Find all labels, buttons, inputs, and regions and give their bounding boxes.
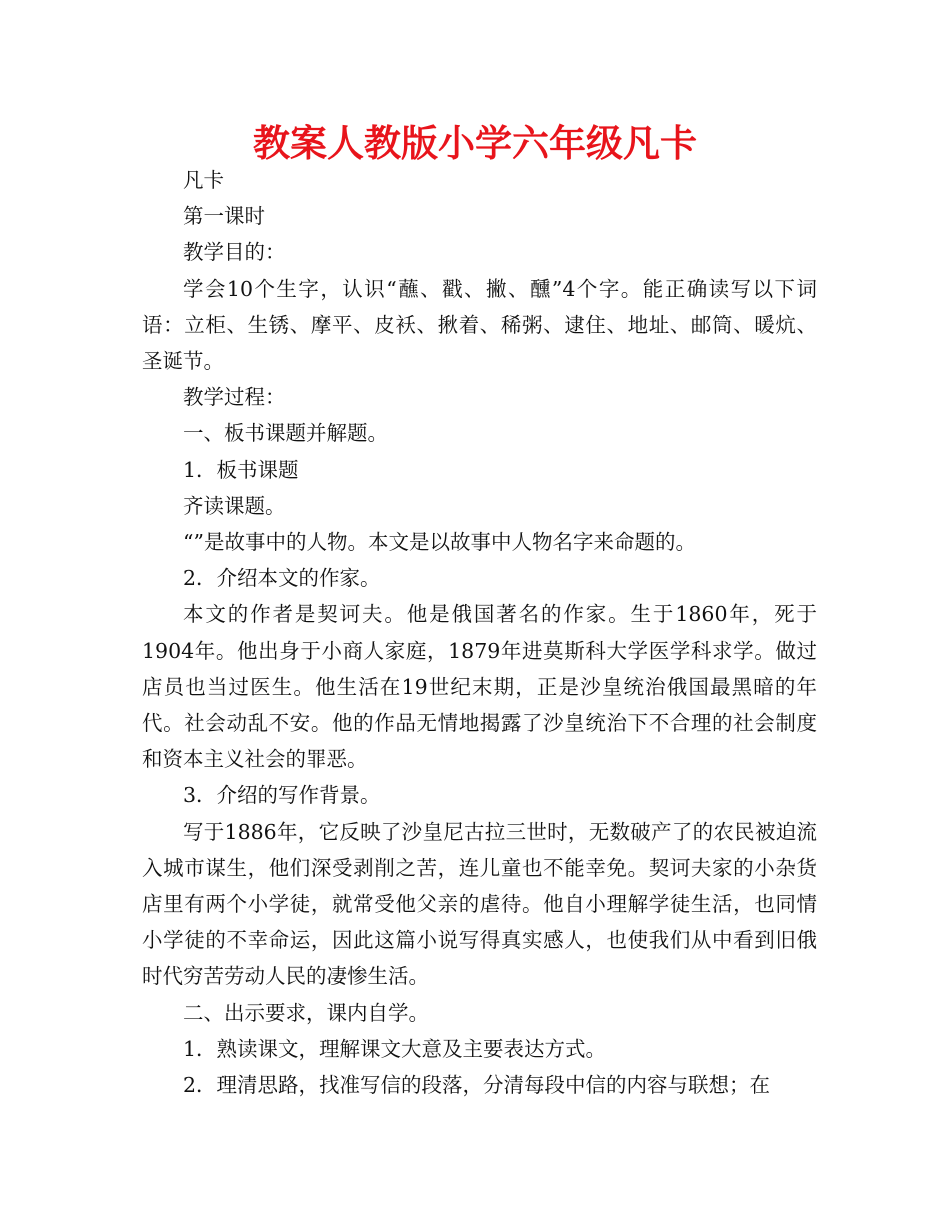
paragraph-lesson: 第一课时	[183, 204, 265, 229]
paragraph-item: 1．板书课题	[183, 457, 299, 482]
document-body	[142, 162, 817, 1103]
paragraph-item: 2．介绍本文的作家。	[183, 566, 381, 591]
paragraph-goal-heading: 教学目的：	[183, 240, 286, 265]
paragraph-subtitle: 凡卡	[183, 168, 224, 192]
paragraph-section-one: 一、板书课题并解题。	[183, 421, 388, 446]
paragraph-item: 1．熟读课文，理解课文大意及主要表达方式。	[183, 1036, 607, 1061]
paragraph-item: “”是故事中的人物。本文是以故事中人物名字来命题的。	[183, 530, 696, 555]
paragraph-item: 齐读课题。	[183, 493, 286, 518]
document-title: 教案人教版小学六年级凡卡	[253, 122, 697, 165]
paragraph-process-heading: 教学过程：	[183, 385, 286, 410]
paragraph-background: 写于1886年，它反映了沙皇尼古拉三世时，无数破产了的农民被迫流入城市谋生，他们深受剥削之苦，连儿童也不能幸免。契诃夫家的小杂货店里有两个小学徒，就常受他父亲的虐待。他自小理解学徒生活，也同情小学徒的不幸命运，因此这篇小说写得真实感人，也使我们从中看到旧俄时代穷苦劳动人民的凄惨生活。	[142, 819, 817, 989]
paragraph-author-intro: 本文的作者是契诃夫。他是俄国著名的作家。生于1860年，死于1904年。他出身于小商人家庭，1879年进莫斯科大学医学科求学。做过店员也当过医生。他生活在19世纪末期，正是沙皇统治俄国最黑暗的年代。社会动乱不安。他的作品无情地揭露了沙皇统治下不合理的社会制度和资本主义社会的罪恶。	[142, 602, 817, 772]
paragraph-item: 3．介绍的写作背景。	[183, 783, 381, 808]
paragraph-item: 2．理清思路，找准写信的段落，分清每段中信的内容与联想；在	[183, 1073, 771, 1098]
paragraph-section-two: 二、出示要求，课内自学。	[183, 1000, 429, 1025]
paragraph-goal-content: 学会10个生字，认识“蘸、戳、撇、醺”4个字。能正确读写以下词语：立柜、生锈、摩平、皮袄、揪着、稀粥、逮住、地址、邮筒、暖炕、圣诞节。	[142, 276, 817, 374]
